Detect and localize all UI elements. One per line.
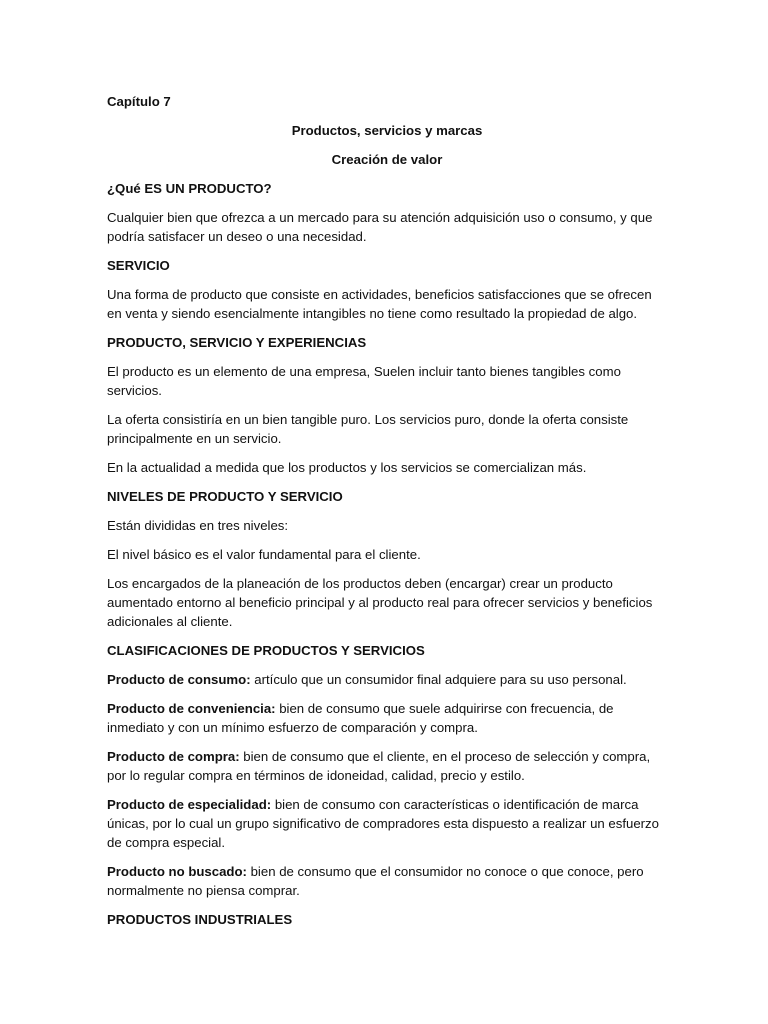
section-heading-experiencias: PRODUCTO, SERVICIO Y EXPERIENCIAS	[107, 335, 367, 350]
section-heading-producto: ¿Qué ES UN PRODUCTO?	[107, 181, 272, 196]
definition-producto-compra	[107, 747, 667, 785]
definition-term: Producto de especialidad:	[107, 797, 272, 812]
paragraph-niveles-2: El nivel básico es el valor fundamental para el cliente.	[107, 547, 421, 562]
paragraph-experiencias-2: La oferta consistiría en un bien tangible puro. Los servicios puro, donde la oferta consiste principalmente en un servicio.	[107, 412, 629, 446]
definition-producto-especialidad	[107, 795, 667, 852]
definition-producto-no-buscado	[107, 862, 667, 900]
paragraph-niveles-1: Están divididas en tres niveles:	[107, 518, 289, 533]
document-title: Productos, servicios y marcas	[291, 123, 483, 138]
definition-term: Producto de consumo:	[107, 672, 251, 687]
section-heading-clasificaciones: CLASIFICACIONES DE PRODUCTOS Y SERVICIOS	[107, 643, 425, 658]
definition-text: bien de consumo que el cliente, en el proceso de selección y compra, por lo regular compra en términos de idoneidad, calidad, precio y estilo.	[107, 749, 651, 783]
section-heading-niveles: NIVELES DE PRODUCTO Y SERVICIO	[107, 489, 343, 504]
section-heading-servicio: SERVICIO	[107, 258, 170, 273]
document-body	[107, 92, 667, 939]
definition-producto-conveniencia	[107, 699, 667, 737]
paragraph-niveles-3: Los encargados de la planeación de los productos deben (encargar) crear un producto aumentado entorno al beneficio principal y al producto real para ofrecer servicios y beneficios adicionales al cliente.	[107, 576, 653, 629]
paragraph-producto: Cualquier bien que ofrezca a un mercado para su atención adquisición uso o consumo, y que podría satisfacer un deseo o una necesidad.	[107, 210, 653, 244]
paragraph-experiencias-1: El producto es un elemento de una empresa, Suelen incluir tanto bienes tangibles como servicios.	[107, 364, 621, 398]
definition-text: bien de consumo que suele adquirirse con frecuencia, de inmediato y con un mínimo esfuerzo de comparación y compra.	[107, 701, 614, 735]
chapter-label: Capítulo 7	[107, 94, 171, 109]
definition-text: bien de consumo con características o identificación de marca únicas, por lo cual un grupo significativo de compradores esta dispuesto a realizar un esfuerzo de compra especial.	[107, 797, 659, 850]
paragraph-servicio: Una forma de producto que consiste en actividades, beneficios satisfacciones que se ofrecen en venta y siendo esencialmente intangibles no tiene como resultado la propiedad de algo.	[107, 287, 652, 321]
definition-text: bien de consumo que el consumidor no conoce o que conoce, pero normalmente no piensa comprar.	[107, 864, 644, 898]
definition-term: Producto de compra:	[107, 749, 240, 764]
definition-text: artículo que un consumidor final adquiere para su uso personal.	[250, 672, 627, 687]
definition-term: Producto no buscado:	[107, 864, 247, 879]
definition-term: Producto de conveniencia:	[107, 701, 276, 716]
paragraph-experiencias-3: En la actualidad a medida que los productos y los servicios se comercializan más.	[107, 460, 587, 475]
definition-producto-consumo	[107, 670, 667, 689]
section-heading-industriales: PRODUCTOS INDUSTRIALES	[107, 912, 293, 927]
document-subtitle: Creación de valor	[331, 152, 443, 167]
